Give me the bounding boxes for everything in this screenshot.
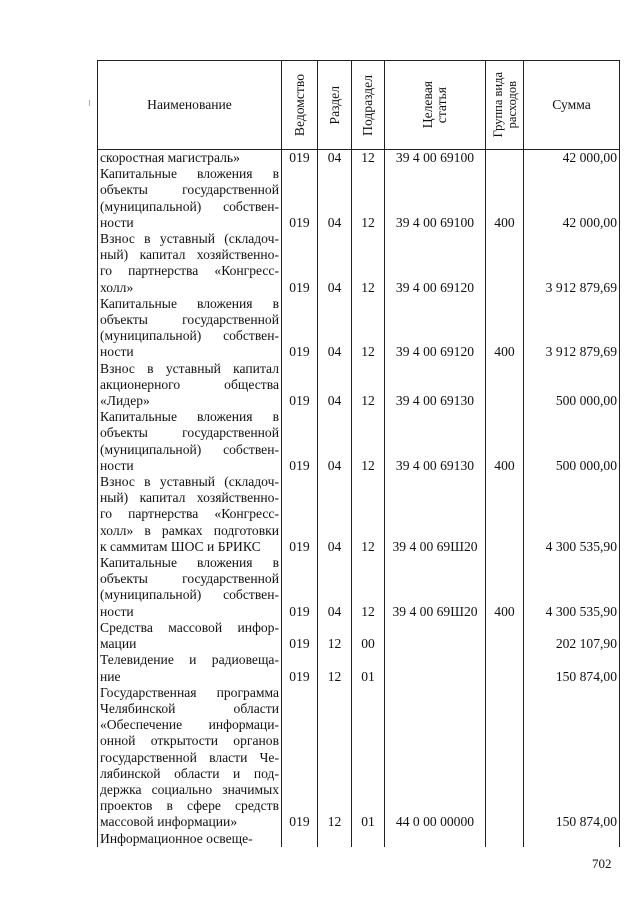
cell-subsection: 01 xyxy=(352,652,385,684)
cell-expense-group xyxy=(486,231,524,296)
cell-subsection: 12 xyxy=(352,231,385,296)
cell-subsection: 00 xyxy=(352,620,385,652)
table-body xyxy=(98,150,620,847)
cell-name-line: лябинской области и под- xyxy=(100,765,279,781)
cell-name-line: ности xyxy=(100,344,134,360)
page-number: 702 xyxy=(592,856,612,871)
cell-target-article xyxy=(385,620,486,652)
table-row xyxy=(98,620,620,652)
cell-amount: 3 912 879,69 xyxy=(524,231,620,296)
cell-name-line: массовой информации» xyxy=(100,814,238,830)
cell-name xyxy=(98,296,282,361)
cell-subsection: 12 xyxy=(352,409,385,474)
header-amount xyxy=(524,61,620,150)
cell-name-line: Телевидение и радиовеща- xyxy=(100,652,279,668)
cell-name-line: объекты государственной xyxy=(100,312,279,328)
header-expense-group-line1: Группа вида xyxy=(490,72,505,138)
cell-name-line: «Обеспечение информаци- xyxy=(100,717,279,733)
cell-name-line: Взнос в уставный капитал xyxy=(100,360,279,376)
cell-department: 019 xyxy=(282,296,318,361)
cell-subsection: 12 xyxy=(352,555,385,620)
cell-target-article: 39 4 00 69100 xyxy=(385,150,486,167)
cell-department: 019 xyxy=(282,409,318,474)
table-row xyxy=(98,166,620,231)
header-target-article xyxy=(385,61,486,150)
cell-subsection: 12 xyxy=(352,166,385,231)
cell-name-line: го партнерства «Конгресс- xyxy=(100,506,279,522)
cell-name-line: холл» xyxy=(100,279,134,295)
cell-section: 04 xyxy=(318,409,352,474)
cell-name-line: (муниципальной) собствен- xyxy=(100,587,279,603)
cell-name-line: мации xyxy=(100,636,137,652)
table-row xyxy=(98,474,620,555)
cell-name xyxy=(98,150,282,167)
cell-subsection: 12 xyxy=(352,361,385,410)
cell-name-line: Информационное освеще- xyxy=(100,830,253,846)
cell-name-line: холл» в рамках подготовки xyxy=(100,522,279,538)
header-section-label: Раздел xyxy=(326,85,342,125)
cell-name xyxy=(98,831,282,847)
cell-section: 12 xyxy=(318,652,352,684)
cell-amount: 3 912 879,69 xyxy=(524,296,620,361)
cell-name xyxy=(98,166,282,231)
cell-section: 12 xyxy=(318,620,352,652)
cell-expense-group: 400 xyxy=(486,166,524,231)
cell-target-article: 39 4 00 69Ш20 xyxy=(385,555,486,620)
cell-name-line: скоростная магистраль» xyxy=(100,150,240,165)
cell-section: 04 xyxy=(318,474,352,555)
cell-name-line: объекты государственной xyxy=(100,425,279,441)
cell-amount: 150 874,00 xyxy=(524,652,620,684)
cell-name-line: «Лидер» xyxy=(100,393,150,409)
cell-amount: 42 000,00 xyxy=(524,166,620,231)
cell-department xyxy=(282,831,318,847)
cell-section: 04 xyxy=(318,555,352,620)
cell-section: 04 xyxy=(318,166,352,231)
table-row xyxy=(98,652,620,684)
cell-target-article: 39 4 00 69100 xyxy=(385,166,486,231)
cell-name-line: ный) капитал хозяйственно- xyxy=(100,247,279,263)
table-row xyxy=(98,296,620,361)
cell-target-article: 39 4 00 69120 xyxy=(385,231,486,296)
cell-expense-group xyxy=(486,685,524,831)
cell-name-line: государственной власти Че- xyxy=(100,749,279,765)
cell-name-line: онной открытости органов xyxy=(100,733,279,749)
cell-target-article: 39 4 00 69130 xyxy=(385,361,486,410)
table-row xyxy=(98,555,620,620)
cell-name-line: (муниципальной) собствен- xyxy=(100,198,279,214)
cell-name-line: Капитальные вложения в xyxy=(100,409,279,425)
cell-name-line: Государственная программа xyxy=(100,684,279,700)
cell-target-article: 39 4 00 69120 xyxy=(385,296,486,361)
cell-subsection xyxy=(352,831,385,847)
header-amount-label: Сумма xyxy=(552,96,591,112)
cell-section: 04 xyxy=(318,150,352,167)
header-expense-group-line2: расходов xyxy=(504,81,519,129)
cell-name xyxy=(98,620,282,652)
cell-amount: 202 107,90 xyxy=(524,620,620,652)
cell-department: 019 xyxy=(282,620,318,652)
cell-target-article: 39 4 00 69Ш20 xyxy=(385,474,486,555)
cell-expense-group: 400 xyxy=(486,296,524,361)
table-row xyxy=(98,831,620,847)
header-target-article-line2: статья xyxy=(434,86,449,124)
cell-name-line: Капитальные вложения в xyxy=(100,166,279,182)
cell-name xyxy=(98,652,282,684)
table-row xyxy=(98,685,620,831)
cell-target-article xyxy=(385,652,486,684)
header-department xyxy=(282,61,318,150)
cell-name-line: ности xyxy=(100,457,134,473)
table-row xyxy=(98,409,620,474)
cell-name-line: держка социально значимых xyxy=(100,781,279,797)
cell-name xyxy=(98,474,282,555)
cell-name-line: го партнерства «Конгресс- xyxy=(100,263,279,279)
header-expense-group-label xyxy=(491,72,519,137)
table-header-row xyxy=(98,61,620,150)
table-row xyxy=(98,231,620,296)
cell-expense-group: 400 xyxy=(486,409,524,474)
cell-subsection: 12 xyxy=(352,150,385,167)
cell-department: 019 xyxy=(282,685,318,831)
cell-name-line: ности xyxy=(100,214,134,230)
cell-department: 019 xyxy=(282,150,318,167)
cell-name-line: проектов в сфере средств xyxy=(100,798,279,814)
margin-mark xyxy=(89,100,90,106)
cell-name xyxy=(98,231,282,296)
cell-section: 04 xyxy=(318,231,352,296)
cell-name xyxy=(98,555,282,620)
cell-expense-group xyxy=(486,150,524,167)
cell-department: 019 xyxy=(282,652,318,684)
cell-section: 04 xyxy=(318,361,352,410)
cell-name-line: Капитальные вложения в xyxy=(100,555,279,571)
cell-department: 019 xyxy=(282,474,318,555)
cell-name xyxy=(98,409,282,474)
cell-expense-group xyxy=(486,652,524,684)
cell-name xyxy=(98,361,282,410)
cell-name-line: Взнос в уставный (складоч- xyxy=(100,474,279,490)
header-target-article-label xyxy=(421,81,449,128)
cell-expense-group xyxy=(486,831,524,847)
cell-name-line: объекты государственной xyxy=(100,571,279,587)
cell-expense-group xyxy=(486,474,524,555)
table-row xyxy=(98,361,620,410)
cell-amount: 4 300 535,90 xyxy=(524,474,620,555)
cell-subsection: 12 xyxy=(352,474,385,555)
cell-name-line: к саммитам ШОС и БРИКС xyxy=(100,538,261,554)
cell-name-line: Взнос в уставный (складоч- xyxy=(100,231,279,247)
cell-subsection: 01 xyxy=(352,685,385,831)
cell-name-line: объекты государственной xyxy=(100,182,279,198)
cell-expense-group xyxy=(486,620,524,652)
cell-name-line: ности xyxy=(100,603,134,619)
cell-name-line: Челябинской области xyxy=(100,700,279,716)
cell-target-article xyxy=(385,831,486,847)
cell-name-line: ние xyxy=(100,668,121,684)
cell-name-line: (муниципальной) собствен- xyxy=(100,441,279,457)
cell-name-line: Средства массовой инфор- xyxy=(100,619,279,635)
cell-target-article: 39 4 00 69130 xyxy=(385,409,486,474)
cell-amount: 4 300 535,90 xyxy=(524,555,620,620)
cell-expense-group: 400 xyxy=(486,555,524,620)
header-section xyxy=(318,61,352,150)
cell-department: 019 xyxy=(282,231,318,296)
cell-amount: 500 000,00 xyxy=(524,361,620,410)
cell-name-line: акционерного общества xyxy=(100,376,279,392)
header-subsection xyxy=(352,61,385,150)
header-target-article-line1: Целевая xyxy=(420,81,435,129)
header-subsection-label: Подраздел xyxy=(360,74,375,136)
budget-table xyxy=(97,60,620,847)
table-row xyxy=(98,150,620,167)
cell-section xyxy=(318,831,352,847)
header-expense-group xyxy=(486,61,524,150)
cell-target-article: 44 0 00 00000 xyxy=(385,685,486,831)
cell-expense-group xyxy=(486,361,524,410)
cell-name xyxy=(98,685,282,831)
header-department-label: Ведомство xyxy=(291,73,307,137)
header-name xyxy=(98,61,282,150)
cell-section: 12 xyxy=(318,685,352,831)
cell-amount: 150 874,00 xyxy=(524,685,620,831)
cell-amount xyxy=(524,831,620,847)
cell-department: 019 xyxy=(282,166,318,231)
cell-amount: 500 000,00 xyxy=(524,409,620,474)
cell-department: 019 xyxy=(282,361,318,410)
cell-name-line: Капитальные вложения в xyxy=(100,295,279,311)
cell-section: 04 xyxy=(318,296,352,361)
cell-name-line: ный) капитал хозяйственно- xyxy=(100,490,279,506)
cell-name-line: (муниципальной) собствен- xyxy=(100,328,279,344)
cell-department: 019 xyxy=(282,555,318,620)
header-name-label: Наименование xyxy=(147,96,232,112)
cell-subsection: 12 xyxy=(352,296,385,361)
cell-amount: 42 000,00 xyxy=(524,150,620,167)
